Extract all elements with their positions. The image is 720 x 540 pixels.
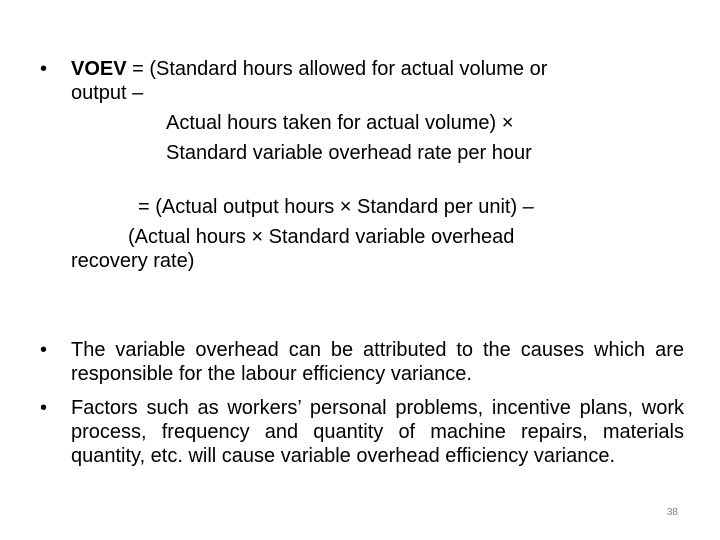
voev-formula-block — [40, 57, 684, 273]
voev-line-7: recovery rate) — [71, 250, 195, 272]
voev-line-4: Standard variable overhead rate per hour — [166, 142, 532, 164]
page-number: 38 — [666, 507, 678, 518]
list-item — [40, 338, 684, 386]
bullet-icon: • — [40, 397, 48, 419]
list-item — [40, 396, 684, 468]
bullet-icon: • — [40, 339, 48, 361]
explanation-bullets — [40, 338, 684, 468]
voev-bullet — [40, 57, 684, 273]
voev-definition-start: = (Standard hours allowed for actual volume or — [126, 58, 548, 80]
voev-line-2: output – — [71, 82, 144, 104]
bullet-icon: • — [40, 58, 48, 80]
voev-term: VOEV — [71, 58, 127, 80]
voev-line-6: (Actual hours × Standard variable overhead — [128, 226, 515, 248]
bullet-text: The variable overhead can be attributed to the causes which are responsible for the labour efficiency variance. — [71, 339, 684, 385]
bullet-text: Factors such as workers’ personal problems, incentive plans, work process, frequency and quantity of machine repairs, materials quantity, etc. will cause variable overhead efficiency variance. — [71, 397, 684, 467]
voev-line-1 — [71, 57, 684, 81]
voev-line-3: Actual hours taken for actual volume) × — [166, 112, 514, 134]
voev-line-5: = (Actual output hours × Standard per unit) – — [138, 196, 534, 218]
